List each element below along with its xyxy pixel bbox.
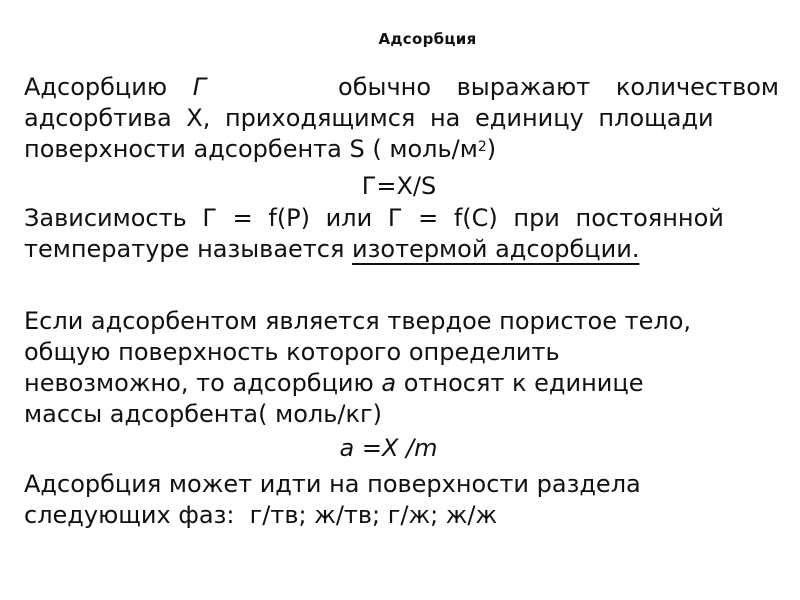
superscript-exponent: 2 xyxy=(477,139,487,155)
formula-gamma: Г=Х/S xyxy=(361,172,437,200)
paragraph-line: Если адсорбентом является твердое пористое тело, xyxy=(24,307,692,335)
paragraph-line xyxy=(24,72,779,103)
text-segment: ) xyxy=(486,135,497,163)
text-adsorption-word: Адсорбцию xyxy=(24,73,175,101)
isotherm-term: изотермой адсорбции. xyxy=(352,235,640,263)
paragraph-line xyxy=(24,368,779,399)
paragraph-porous-solid xyxy=(24,306,779,430)
paragraph-line: массы адсорбента( моль/кг) xyxy=(24,400,382,428)
paragraph-definition xyxy=(24,72,779,165)
paragraph-line: Адсорбция может идти на поверхности раздела xyxy=(24,470,641,498)
paragraph-line xyxy=(24,234,779,265)
text-segment: обычно выражают количеством xyxy=(338,73,779,101)
paragraph-phases xyxy=(24,469,779,531)
text-segment: относят к единице xyxy=(396,369,644,397)
text-segment: поверхности адсорбента S ( моль/м xyxy=(24,135,478,163)
text-segment: невозможно, то адсорбцию xyxy=(24,369,382,397)
paragraph-line: адсорбтива Х, приходящимся на единицу площади xyxy=(24,104,714,132)
paragraph-line: Зависимость Г = f(P) или Г = f(C) при постоянной xyxy=(24,204,724,232)
formula-a: а =Х /m xyxy=(339,434,438,462)
paragraph-line: общую поверхность которого определить xyxy=(24,338,560,366)
paragraph-line: следующих фаз: г/тв; ж/тв; г/ж; ж/ж xyxy=(24,501,498,529)
paragraph-line xyxy=(24,134,779,165)
slide-title: Адсорбция xyxy=(378,30,477,48)
text-segment xyxy=(24,72,206,103)
variable-a: а xyxy=(381,369,397,397)
text-segment: температуре называется xyxy=(24,235,353,263)
gamma-symbol: Г xyxy=(192,73,207,101)
paragraph-isotherm xyxy=(24,203,779,265)
